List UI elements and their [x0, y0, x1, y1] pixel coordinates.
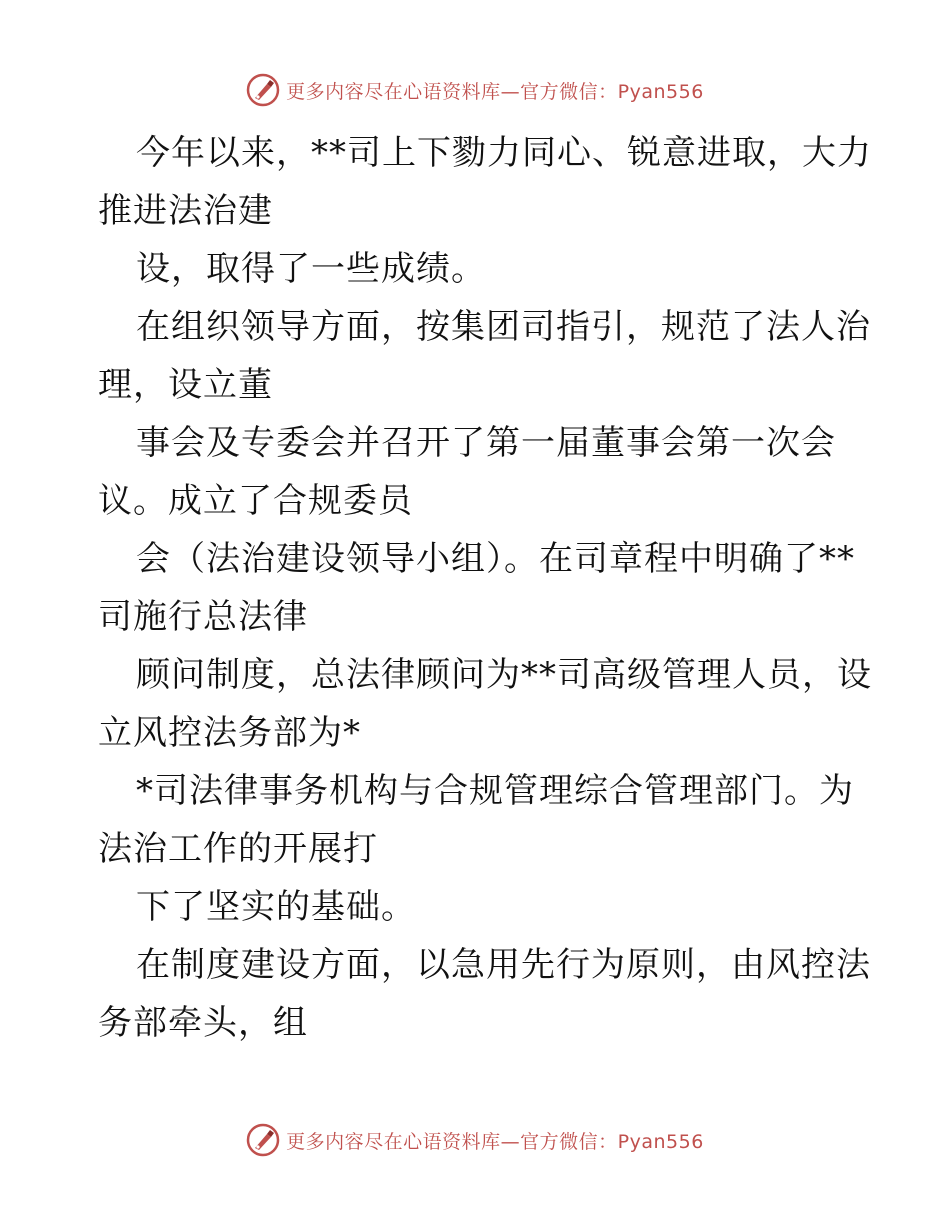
footer-banner	[0, 1120, 950, 1160]
text-line: 立风控法务部为*	[98, 713, 361, 753]
text-line: *司法律事务机构与合规管理综合管理部门。为	[136, 771, 854, 811]
text-line: 议。成立了合规委员	[98, 481, 413, 521]
text-line: 在制度建设方面，以急用先行为原则，由风控法	[136, 945, 871, 985]
pen-nib-logo-icon	[246, 73, 280, 107]
text-line: 下了坚实的基础。	[136, 887, 416, 927]
text-line: 务部牵头，组	[98, 1003, 308, 1043]
text-line: 推进法治建	[98, 191, 273, 231]
text-line: 事会及专委会并召开了第一届董事会第一次会	[136, 423, 836, 463]
pen-nib-logo-icon	[246, 1123, 280, 1157]
text-line: 理，设立董	[98, 365, 273, 405]
header-banner	[0, 70, 950, 110]
banner-text: 更多内容尽在心语资料库—官方微信：Pyan556	[286, 1130, 704, 1153]
text-line: 设，取得了一些成绩。	[136, 249, 486, 289]
text-line: 会（法治建设领导小组）。在司章程中明确了**	[136, 539, 855, 579]
banner-text: 更多内容尽在心语资料库—官方微信：Pyan556	[286, 80, 704, 103]
text-line: 今年以来，**司上下勠力同心、锐意进取，大力	[136, 133, 872, 173]
text-line: 顾问制度，总法律顾问为**司高级管理人员，设	[136, 655, 872, 695]
text-line: 法治工作的开展打	[98, 829, 378, 869]
text-line: 司施行总法律	[98, 597, 308, 637]
text-line: 在组织领导方面，按集团司指引，规范了法人治	[136, 307, 871, 347]
document-body	[98, 124, 872, 1052]
